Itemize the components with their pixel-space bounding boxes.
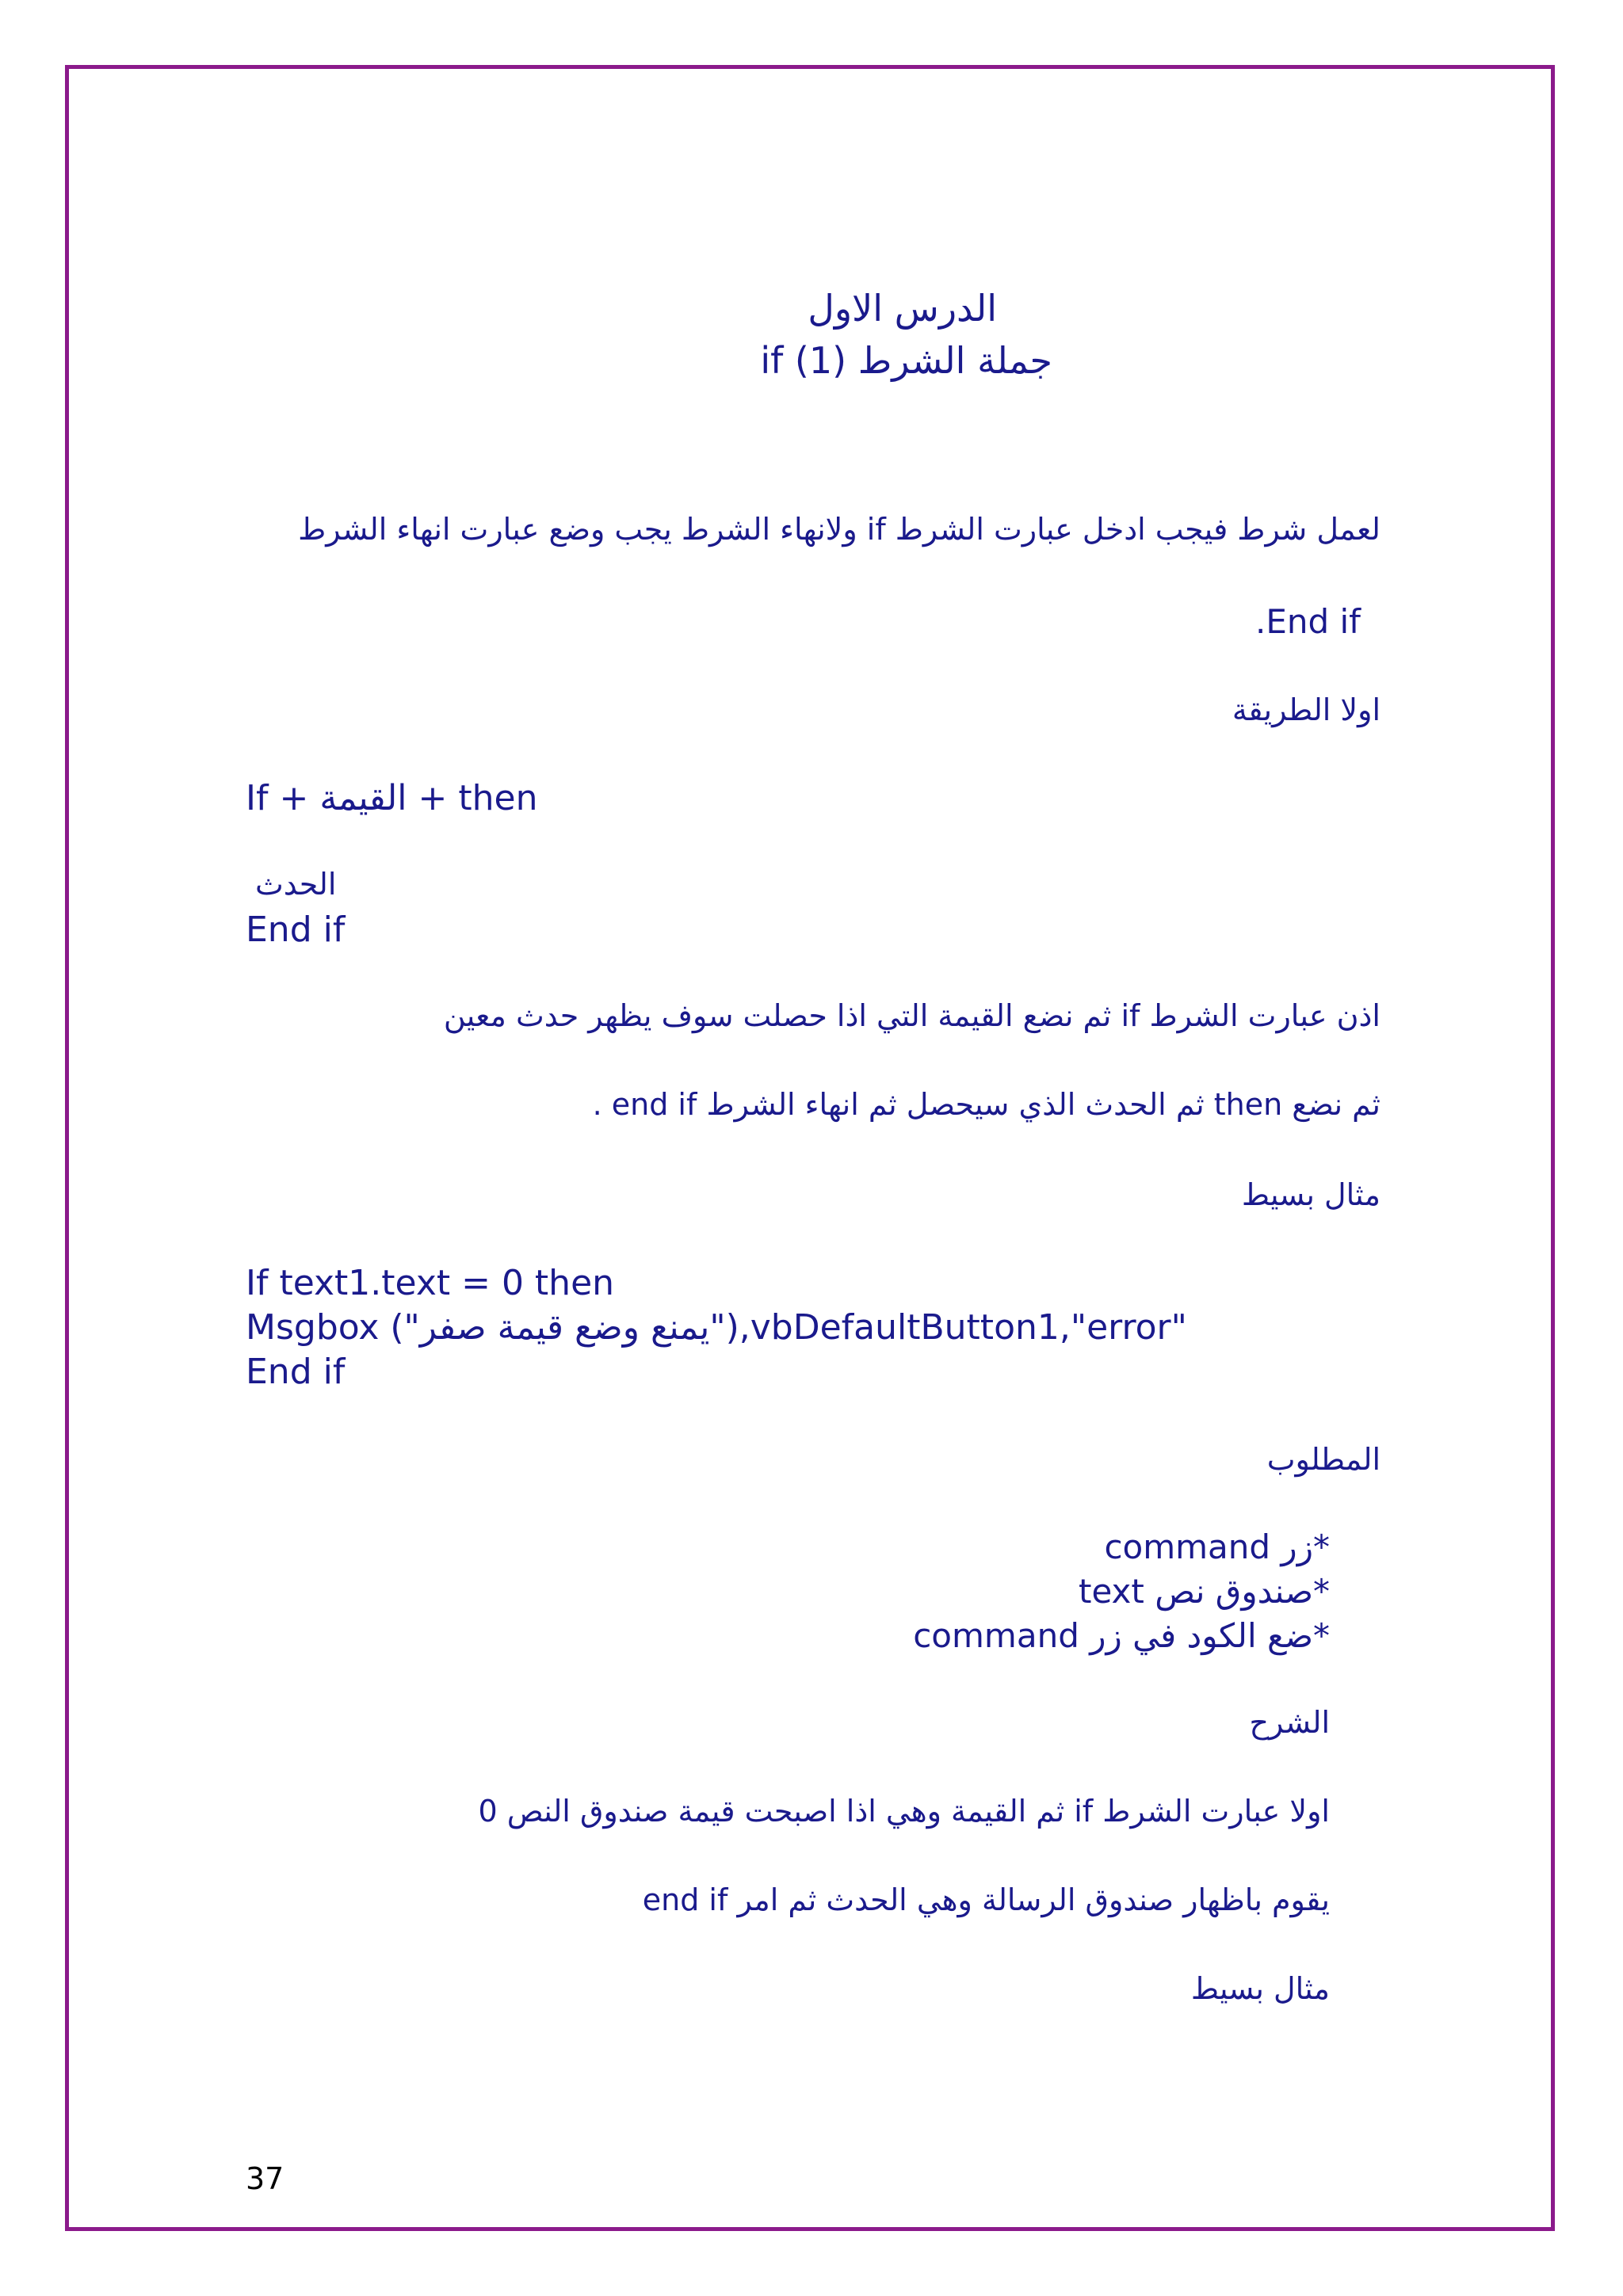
explanation1-line-2: ثم نضع then ثم الحدث الذي سيحصل ثم انهاء الشرط end if . — [592, 1087, 1381, 1122]
required-item-1: *زر command — [1104, 1527, 1330, 1566]
explanation2-line-2: يقوم باظهار صندوق الرسالة وهي الحدث ثم امر end if — [642, 1882, 1330, 1917]
method-syntax: If + القيمة + then — [246, 778, 538, 818]
method-heading: اولا الطريقة — [1232, 692, 1381, 727]
method-event: الحدث — [255, 867, 337, 902]
explanation2-line-1: اولا عبارت الشرط if ثم القيمة وهي اذا اصبحت قيمة صندوق النص 0 — [478, 1794, 1330, 1829]
lesson-title: الدرس الاول — [808, 287, 997, 330]
required-item-2: *صندوق نص text — [1078, 1572, 1330, 1611]
example1-heading: مثال بسيط — [1241, 1177, 1381, 1212]
explanation1-line-1: اذن عبارت الشرط if ثم نضع القيمة التي اذا حصلت سوف يظهر حدث معين — [443, 998, 1381, 1033]
example1-code-line-1: If text1.text = 0 then — [246, 1263, 615, 1303]
method-end: End if — [246, 910, 346, 950]
explanation2-heading: الشرح — [1249, 1705, 1330, 1740]
lesson-subtitle: جملة الشرط if (1) — [760, 339, 1052, 382]
intro-line-1: لعمل شرط فيجب ادخل عبارت الشرط if ولانهاء الشرط يجب وضع عبارت انهاء الشرط — [298, 512, 1381, 547]
example1-code-line-3: End if — [246, 1352, 346, 1392]
example1-code-line-2: Msgbox ("يمنع وضع قيمة صفر"),vbDefaultButton1,"error" — [246, 1307, 1187, 1348]
explanation2-example-heading: مثال بسيط — [1190, 1971, 1330, 2006]
intro-line-2: .End if — [1255, 602, 1361, 641]
required-item-3: *ضع الكود في زر command — [913, 1616, 1330, 1655]
required-heading: المطلوب — [1266, 1442, 1381, 1477]
page-number: 37 — [246, 2161, 285, 2196]
